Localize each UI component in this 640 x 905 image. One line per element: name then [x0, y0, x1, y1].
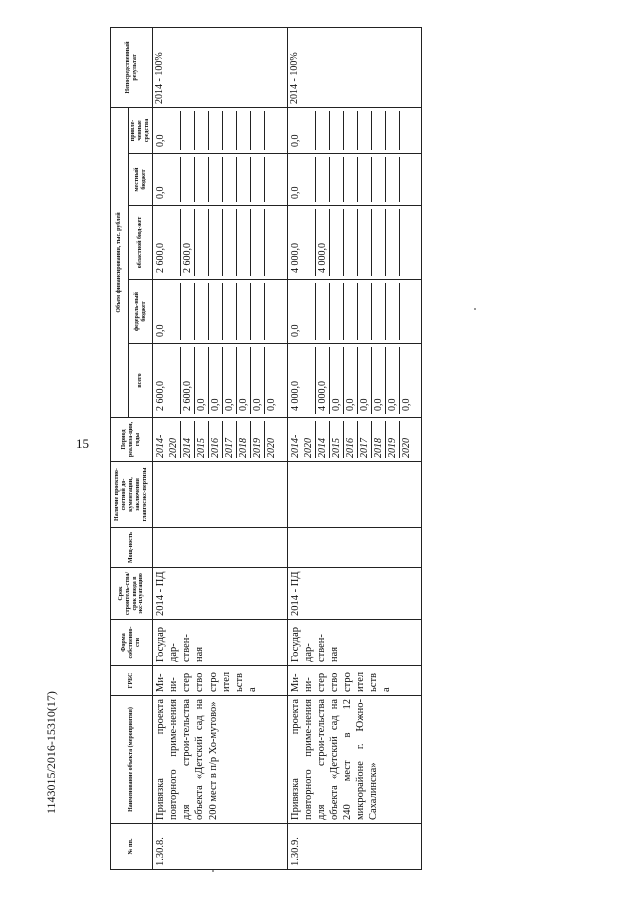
year-cell: 2016 [209, 421, 223, 458]
row-capacity [287, 528, 422, 568]
federal-cell: 0,0 [154, 283, 181, 340]
scan-speck [474, 308, 476, 310]
header-financing: Объем финансирования, тыс. рублей [111, 107, 129, 417]
row-num: 1.30.9. [287, 824, 422, 870]
row-federal [287, 280, 422, 344]
table-row [287, 27, 422, 869]
row-ownership: Государ дар-ствен-ная [153, 620, 288, 666]
row-ownership: Государ дар-ствен-ная [287, 620, 422, 666]
year-cell: 2016 [344, 421, 358, 458]
header-term: Срок строитель-ства/срок ввода в экс-плуатацию [111, 568, 153, 620]
total-cell: 0,0 [195, 347, 209, 414]
row-name: Привязка проекта повторного приме-нения для строи-тельства объекта «Детский сад на 240 мест в 12 микрорайоне г. Южно-Сахалинска» [287, 696, 422, 824]
regional-cell: 2 600,0 [181, 209, 195, 276]
header-attracted: привле-ченные средства [129, 107, 153, 153]
scan-speck [212, 870, 214, 872]
year-cell: 2015 [330, 421, 344, 458]
row-local [153, 154, 288, 206]
year-cell: 2014 [181, 421, 195, 458]
header-name: Наименование объекта (мероприятия) [111, 696, 153, 824]
header-ownership: Форма собственно-сти [111, 620, 153, 666]
year-cell: 2019 [386, 421, 400, 458]
total-cell: 0,0 [209, 347, 223, 414]
year-cell: 2014 [316, 421, 330, 458]
header-total: всего [129, 344, 153, 418]
attracted-cell: 0,0 [154, 111, 181, 150]
header-regional: областной бюд-жет [129, 206, 153, 280]
year-cell: 2020 [266, 438, 277, 458]
federal-cell: 0,0 [289, 283, 316, 340]
header-federal: федераль-ный бюджет [129, 280, 153, 344]
total-cell: 0,0 [358, 347, 372, 414]
year-cell: 2020 [400, 438, 412, 458]
header-psd: Наличие проектно-сметной до-кументации, заключения главгосэкс-пертизы [111, 462, 153, 528]
row-federal [153, 280, 288, 344]
row-psd [287, 462, 422, 528]
year-cell: 2019 [251, 421, 265, 458]
year-cell: 2018 [372, 421, 386, 458]
header-num: № пп. [111, 824, 153, 870]
header-capacity: Мощ-ность [111, 528, 153, 568]
row-grbs: Ми-ни-стер ство стро ител ьств а [153, 666, 288, 696]
regional-cell: 4 000,0 [316, 209, 330, 276]
regional-cell: 4 000,0 [289, 209, 316, 276]
header-grbs: ГРБС [111, 666, 153, 696]
row-regional [287, 206, 422, 280]
total-cell: 2 600,0 [154, 347, 181, 414]
header-period: Период реализа-ции, годы [111, 418, 153, 462]
year-cell: 2015 [195, 421, 209, 458]
table-row [153, 27, 288, 869]
row-attracted [287, 107, 422, 153]
row-attracted [153, 107, 288, 153]
total-cell: 4 000,0 [316, 347, 330, 414]
row-result: 2014 - 100% [287, 27, 422, 107]
total-cell: 0,0 [223, 347, 237, 414]
row-num: 1.30.8. [153, 824, 288, 870]
total-cell: 2 600,0 [181, 347, 195, 414]
row-grbs: Ми-ни-стер ство стро ител ьств а [287, 666, 422, 696]
header-result: Непосредственный результат [111, 27, 153, 107]
total-cell: 0,0 [237, 347, 251, 414]
total-cell: 0,0 [251, 347, 265, 414]
row-years [153, 418, 288, 462]
document-id: 1143015/2016-15310(17) [44, 691, 58, 814]
row-term: 2014 - ПД [153, 568, 288, 620]
total-cell: 0,0 [330, 347, 344, 414]
total-cell: 4 000,0 [289, 347, 316, 414]
header-local: местный бюджет [129, 154, 153, 206]
row-result: 2014 - 100% [153, 27, 288, 107]
year-cell: 2018 [237, 421, 251, 458]
local-cell: 0,0 [289, 157, 316, 202]
rotated-table [110, 28, 422, 870]
financing-table [110, 27, 422, 870]
page-number: 15 [76, 436, 89, 451]
row-total [153, 344, 288, 418]
row-name: Привязка проекта повторного приме-нения для строи-тельства объекта «Детский сад на 200 мест в п/р Хо-мутово» [153, 696, 288, 824]
attracted-cell: 0,0 [289, 111, 316, 150]
year-cell: 2017 [358, 421, 372, 458]
row-years [287, 418, 422, 462]
regional-cell: 2 600,0 [154, 209, 181, 276]
row-psd [153, 462, 288, 528]
total-cell: 0,0 [372, 347, 386, 414]
total-cell: 0,0 [400, 398, 412, 411]
row-term: 2014 - ПД [287, 568, 422, 620]
total-cell: 0,0 [386, 347, 400, 414]
total-cell: 0,0 [266, 398, 277, 411]
local-cell: 0,0 [154, 157, 181, 202]
year-cell: 2014-2020 [154, 421, 181, 458]
row-capacity [153, 528, 288, 568]
total-cell: 0,0 [344, 347, 358, 414]
year-cell: 2017 [223, 421, 237, 458]
row-regional [153, 206, 288, 280]
year-cell: 2014-2020 [289, 421, 316, 458]
row-local [287, 154, 422, 206]
row-total [287, 344, 422, 418]
